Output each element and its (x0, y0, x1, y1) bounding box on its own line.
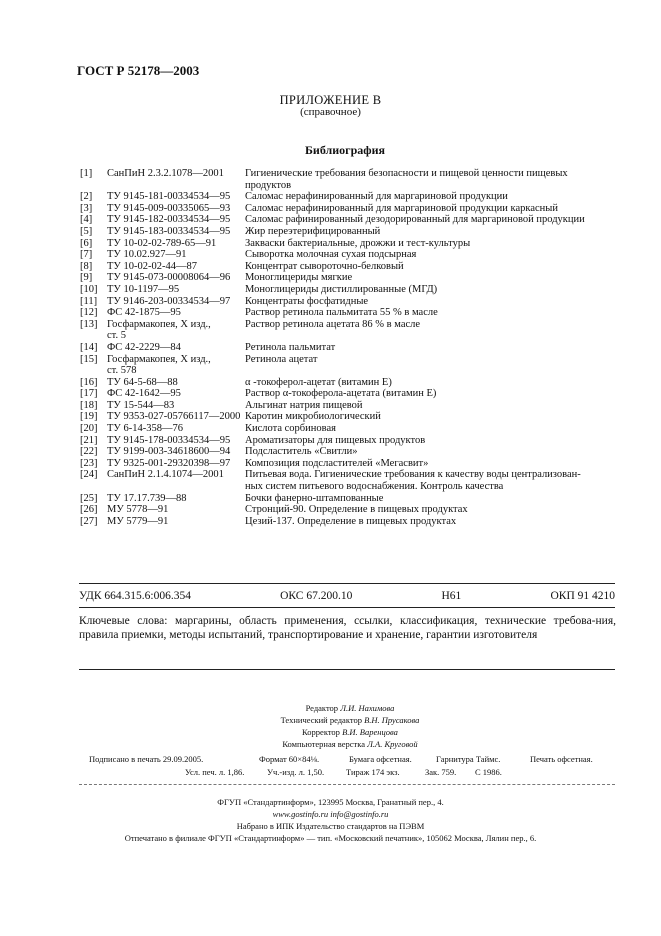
entry-description: Раствор α-токоферола-ацетата (витамин Е) (245, 388, 437, 400)
print-tirage: Тираж 174 экз. (346, 767, 400, 777)
entry-code: ТУ 9145-183-00334534—95 (107, 225, 231, 237)
print-c: С 1986. (475, 767, 502, 777)
entry-description: Ретинола пальмитат (245, 341, 336, 353)
entry-number-spacer (80, 180, 107, 192)
entry-number: [4] (80, 214, 93, 226)
entry-number: [11] (80, 295, 98, 307)
entry-description: Раствор ретинола пальмитата 55 % в масле (245, 307, 438, 319)
layout-label: Компьютерная верстка (282, 739, 366, 749)
entry-number: [9] (80, 272, 93, 284)
bibliography-entry (80, 168, 620, 180)
entry-description: Моноглицериды мягкие (245, 272, 353, 284)
entry-code: ТУ 9145-009-00335065—93 (107, 202, 231, 214)
entry-description: Цезий-137. Определение в пищевых продуктах (245, 515, 457, 527)
bibliography-entry (80, 203, 620, 215)
bibliography-entry (80, 388, 620, 400)
entry-code-continuation (107, 481, 245, 493)
h-code: Н61 (441, 590, 462, 602)
entry-number: [7] (80, 249, 93, 261)
entry-description: Кислота сорбиновая (245, 423, 336, 435)
bibliography-entry (80, 296, 620, 308)
standard-header: ГОСТ Р 52178—2003 (77, 63, 200, 78)
layout-line (200, 738, 500, 750)
print-format: Формат 60×84⅛. (259, 754, 320, 764)
entry-code: ТУ 10-02-02-789-65—91 (107, 237, 217, 249)
corrector-line (200, 726, 500, 738)
entry-code: ТУ 10-02-02-44—87 (107, 260, 197, 272)
entry-code: Госфармакопея, Х изд., (107, 318, 211, 330)
bibliography-title: Библиография (304, 143, 386, 157)
entry-number: [14] (80, 341, 98, 353)
entry-number: [25] (80, 492, 98, 504)
entry-code: СанПиН 2.1.4.1074—2001 (107, 469, 224, 481)
publisher-address: ФГУП «Стандартинформ», 123995 Москва, Гранатный пер., 4. (217, 797, 444, 807)
bibliography-entry (80, 411, 620, 423)
bibliography-entry (80, 307, 620, 319)
entry-description: Саломас нерафинированный для маргариновой продукции (245, 191, 508, 203)
bibliography-entry-continuation (80, 365, 620, 377)
editor-name: Л.И. Нахимова (340, 703, 395, 713)
bibliography-entry (80, 469, 620, 481)
bibliography-entry (80, 191, 620, 203)
entry-description: Гигиенические требования безопасности и пищевой ценности пищевых (245, 168, 568, 179)
entry-description-continuation (245, 365, 620, 377)
bibliography-entry (80, 516, 620, 528)
entry-number: [19] (80, 411, 98, 423)
entry-description: Подсластитель «Свитли» (245, 446, 358, 458)
entry-number: [27] (80, 515, 98, 527)
entry-description: Концентраты фосфатидные (245, 295, 369, 307)
entry-code: ТУ 10.02.927—91 (107, 249, 187, 261)
keywords: Ключевые слова: маргарины, область применения, ссылки, классификация, технические требова-ния, правила приемки, методы испытаний, транспортирование и хранение, гарантии изготовителя (79, 615, 616, 641)
entry-number: [20] (80, 423, 98, 435)
entry-description-continuation (245, 330, 620, 342)
entry-description: Альгинат натрия пищевой (245, 399, 363, 411)
bibliography-list (80, 168, 620, 527)
entry-number: [1] (80, 168, 93, 179)
publisher-typeset: Набрано в ИПК Издательство стандартов на ПЭВМ (236, 821, 425, 831)
entry-code: ТУ 6-14-358—76 (107, 423, 183, 435)
udk-code: УДК 664.315.6:006.354 (79, 590, 191, 602)
bibliography-entry (80, 458, 620, 470)
print-uch: Уч.-изд. л. 1,50. (267, 767, 325, 777)
bibliography-entry (80, 423, 620, 435)
bibliography-entry-continuation (80, 180, 620, 192)
entry-number: [10] (80, 283, 98, 295)
entry-description: Ароматизаторы для пищевых продуктов (245, 434, 426, 446)
entry-description-continuation: продуктов (245, 179, 292, 191)
bibliography-entry (80, 342, 620, 354)
entry-description: Закваски бактериальные, дрожжи и тест-культуры (245, 237, 471, 249)
appendix-subtitle: (справочное) (300, 106, 361, 118)
entry-code: ТУ 9353-027-05766117—2000 (107, 411, 241, 423)
entry-description: Саломас рафинированный дезодорированный для маргариновой продукции (245, 214, 585, 226)
tech-editor-line (200, 714, 500, 726)
appendix-title: ПРИЛОЖЕНИЕ В (279, 93, 382, 107)
publisher-web: www.gostinfo.ru info@gostinfo.ru (272, 809, 389, 819)
bibliography-entry (80, 435, 620, 447)
print-printing: Печать офсетная. (530, 754, 593, 764)
entry-description: Сыворотка молочная сухая подсырная (245, 249, 417, 261)
bibliography-entry-continuation (80, 330, 620, 342)
entry-description: Моноглицериды дистиллированные (МГД) (245, 283, 438, 295)
editor-line (200, 702, 500, 714)
entry-number: [21] (80, 434, 98, 446)
entry-number: [2] (80, 191, 93, 203)
divider (79, 607, 615, 608)
entry-code: СанПиН 2.3.2.1078—2001 (107, 168, 224, 179)
entry-code: ТУ 9146-203-00334534—97 (107, 295, 231, 307)
layout-name: Л.А. Круговой (367, 739, 418, 749)
bibliography-entry (80, 354, 620, 366)
entry-number: [3] (80, 202, 93, 214)
entry-code-continuation (107, 180, 245, 192)
entry-description: Композиция подсластителей «Мегасвит» (245, 457, 429, 469)
entry-code: ТУ 9145-181-00334534—95 (107, 191, 231, 203)
entry-number: [18] (80, 399, 98, 411)
entry-description-continuation: ных систем питьевого водоснабжения. Контроль качества (245, 481, 504, 493)
bibliography-entry (80, 284, 620, 296)
entry-code: ТУ 17.17.739—88 (107, 492, 187, 504)
entry-description: Ретинола ацетат (245, 353, 318, 365)
entry-code: Госфармакопея, Х изд., (107, 353, 211, 365)
entry-number: [17] (80, 388, 98, 400)
entry-code-continuation: ст. 578 (107, 365, 137, 377)
entry-code: МУ 5779—91 (107, 515, 169, 527)
bibliography-entry (80, 249, 620, 261)
corrector-name: В.И. Варенцова (342, 727, 398, 737)
entry-code: ФС 42-1875—95 (107, 307, 181, 319)
corrector-label: Корректор (302, 727, 340, 737)
entry-code: ФС 42-1642—95 (107, 388, 181, 400)
entry-number: [26] (80, 504, 98, 516)
entry-code: ТУ 15-544—83 (107, 399, 175, 411)
entry-number-spacer (80, 365, 107, 377)
tech-editor-name: В.Н. Прусакова (364, 715, 420, 725)
entry-number: [5] (80, 225, 93, 237)
bibliography-entry (80, 504, 620, 516)
entry-code: ТУ 9145-073-00008064—96 (107, 272, 231, 284)
print-font: Гарнитура Таймс. (436, 754, 501, 764)
divider (79, 669, 615, 670)
editor-label: Редактор (305, 703, 339, 713)
entry-code: ТУ 10-1197—95 (107, 283, 180, 295)
entry-number-spacer (80, 481, 107, 493)
publisher-printed: Отпечатано в филиале ФГУП «Стандартинформ» — тип. «Московский печатник», 105062 Москва, Лялин пер., 6. (124, 833, 537, 843)
entry-description: Бочки фанерно-штампованные (245, 492, 384, 504)
bibliography-entry (80, 493, 620, 505)
print-signed: Подписано в печать 29.09.2005. (89, 754, 204, 764)
entry-code: ТУ 9325-001-29320398—97 (107, 457, 231, 469)
entry-number: [23] (80, 457, 98, 469)
entry-code: ТУ 9199-003-34618600—94 (107, 446, 231, 458)
entry-number: [15] (80, 353, 98, 365)
print-paper: Бумага офсетная. (349, 754, 412, 764)
credits (200, 702, 500, 750)
entry-description: α -токоферол-ацетат (витамин Е) (245, 376, 392, 388)
classification-line (79, 590, 615, 602)
entry-number: [12] (80, 307, 98, 319)
entry-code: ФС 42-2229—84 (107, 341, 181, 353)
entry-description: Раствор ретинола ацетата 86 % в масле (245, 318, 421, 330)
bibliography-entry (80, 446, 620, 458)
entry-description: Каротин микробиологический (245, 411, 381, 423)
entry-number: [13] (80, 318, 98, 330)
divider (79, 583, 615, 584)
okp-code: ОКП 91 4210 (550, 590, 615, 602)
bibliography-entry (80, 214, 620, 226)
divider (79, 784, 615, 785)
entry-number: [8] (80, 260, 93, 272)
entry-description: Концентрат сывороточно-белковый (245, 260, 404, 272)
entry-code: МУ 5778—91 (107, 504, 169, 516)
bibliography-entry (80, 226, 620, 238)
bibliography-entry (80, 261, 620, 273)
oks-code: ОКС 67.200.10 (280, 590, 353, 602)
entry-number: [16] (80, 376, 98, 388)
entry-description: Жир переэтерифицированный (245, 225, 381, 237)
entry-number: [6] (80, 237, 93, 249)
print-usl: Усл. печ. л. 1,86. (185, 767, 245, 777)
entry-description: Саломас нерафинированный для маргариновой продукции каркасный (245, 202, 558, 214)
tech-editor-label: Технический редактор (280, 715, 362, 725)
bibliography-entry (80, 238, 620, 250)
entry-number-spacer (80, 330, 107, 342)
print-order: Зак. 759. (425, 767, 457, 777)
bibliography-entry (80, 272, 620, 284)
bibliography-entry (80, 400, 620, 412)
bibliography-entry (80, 377, 620, 389)
bibliography-entry (80, 319, 620, 331)
entry-code-continuation: ст. 5 (107, 330, 126, 342)
entry-number: [24] (80, 469, 98, 481)
entry-description: Стронций-90. Определение в пищевых продуктах (245, 504, 468, 516)
entry-code: ТУ 9145-178-00334534—95 (107, 434, 231, 446)
entry-description: Питьевая вода. Гигиенические требования к качеству воды централизован- (245, 469, 581, 481)
entry-code: ТУ 9145-182-00334534—95 (107, 214, 231, 226)
entry-code: ТУ 64-5-68—88 (107, 376, 178, 388)
entry-number: [22] (80, 446, 98, 458)
bibliography-entry-continuation (80, 481, 620, 493)
